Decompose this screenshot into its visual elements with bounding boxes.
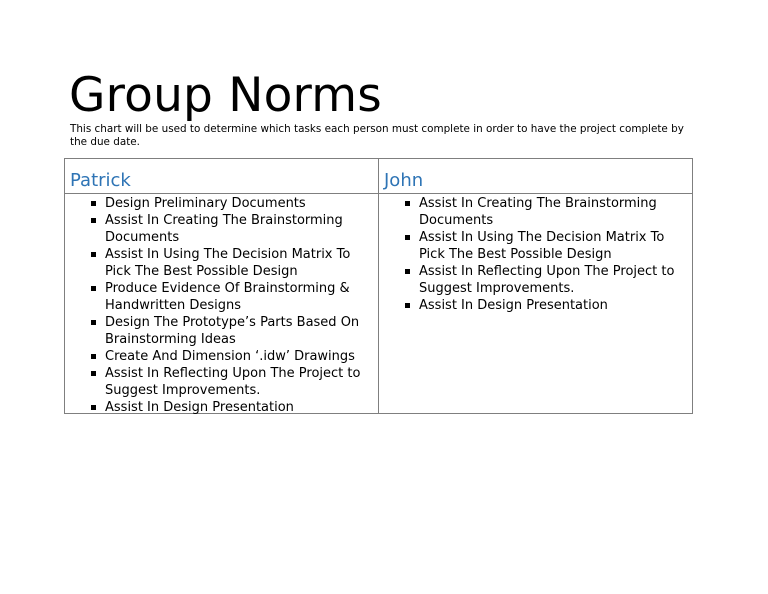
list-item	[105, 246, 378, 280]
task-text: Assist In Design Presentation	[419, 298, 608, 313]
square-bullet-icon	[91, 286, 96, 291]
task-text: Assist In Using The Decision Matrix To Pick The Best Possible Design	[105, 247, 351, 279]
task-text: Assist In Using The Decision Matrix To Pick The Best Possible Design	[419, 230, 665, 262]
list-item	[105, 399, 378, 416]
list-item	[419, 229, 692, 263]
square-bullet-icon	[91, 405, 96, 410]
list-item	[419, 297, 692, 314]
list-item	[105, 195, 378, 212]
column-header-patrick: Patrick	[65, 159, 378, 194]
list-item	[105, 348, 378, 365]
square-bullet-icon	[91, 371, 96, 376]
square-bullet-icon	[405, 303, 410, 308]
square-bullet-icon	[91, 201, 96, 206]
task-text: Design Preliminary Documents	[105, 196, 306, 211]
task-text: Assist In Creating The Brainstorming Documents	[419, 196, 657, 228]
john-column	[379, 159, 692, 413]
list-item	[105, 212, 378, 246]
group-norms-table	[64, 158, 693, 414]
list-item	[105, 314, 378, 348]
task-text: Produce Evidence Of Brainstorming & Handwritten Designs	[105, 281, 350, 313]
square-bullet-icon	[405, 235, 410, 240]
patrick-task-list	[65, 194, 378, 416]
task-text: Create And Dimension ‘.idw’ Drawings	[105, 349, 355, 364]
task-text: Assist In Reflecting Upon The Project to Suggest Improvements.	[419, 264, 675, 296]
square-bullet-icon	[91, 218, 96, 223]
square-bullet-icon	[91, 354, 96, 359]
square-bullet-icon	[91, 320, 96, 325]
column-header-john: John	[379, 159, 692, 194]
task-text: Design The Prototype’s Parts Based On Brainstorming Ideas	[105, 315, 360, 347]
task-text: Assist In Creating The Brainstorming Documents	[105, 213, 343, 245]
page-title: Group Norms	[69, 68, 382, 123]
task-text: Assist In Design Presentation	[105, 400, 294, 415]
square-bullet-icon	[405, 269, 410, 274]
list-item	[105, 365, 378, 399]
john-task-list	[379, 194, 692, 314]
square-bullet-icon	[91, 252, 96, 257]
list-item	[419, 263, 692, 297]
list-item	[105, 280, 378, 314]
patrick-column	[65, 159, 379, 413]
square-bullet-icon	[405, 201, 410, 206]
task-text: Assist In Reflecting Upon The Project to Suggest Improvements.	[105, 366, 361, 398]
list-item	[419, 195, 692, 229]
page-description: This chart will be used to determine which tasks each person must complete in order to have the project complete by the due date.	[70, 123, 684, 148]
